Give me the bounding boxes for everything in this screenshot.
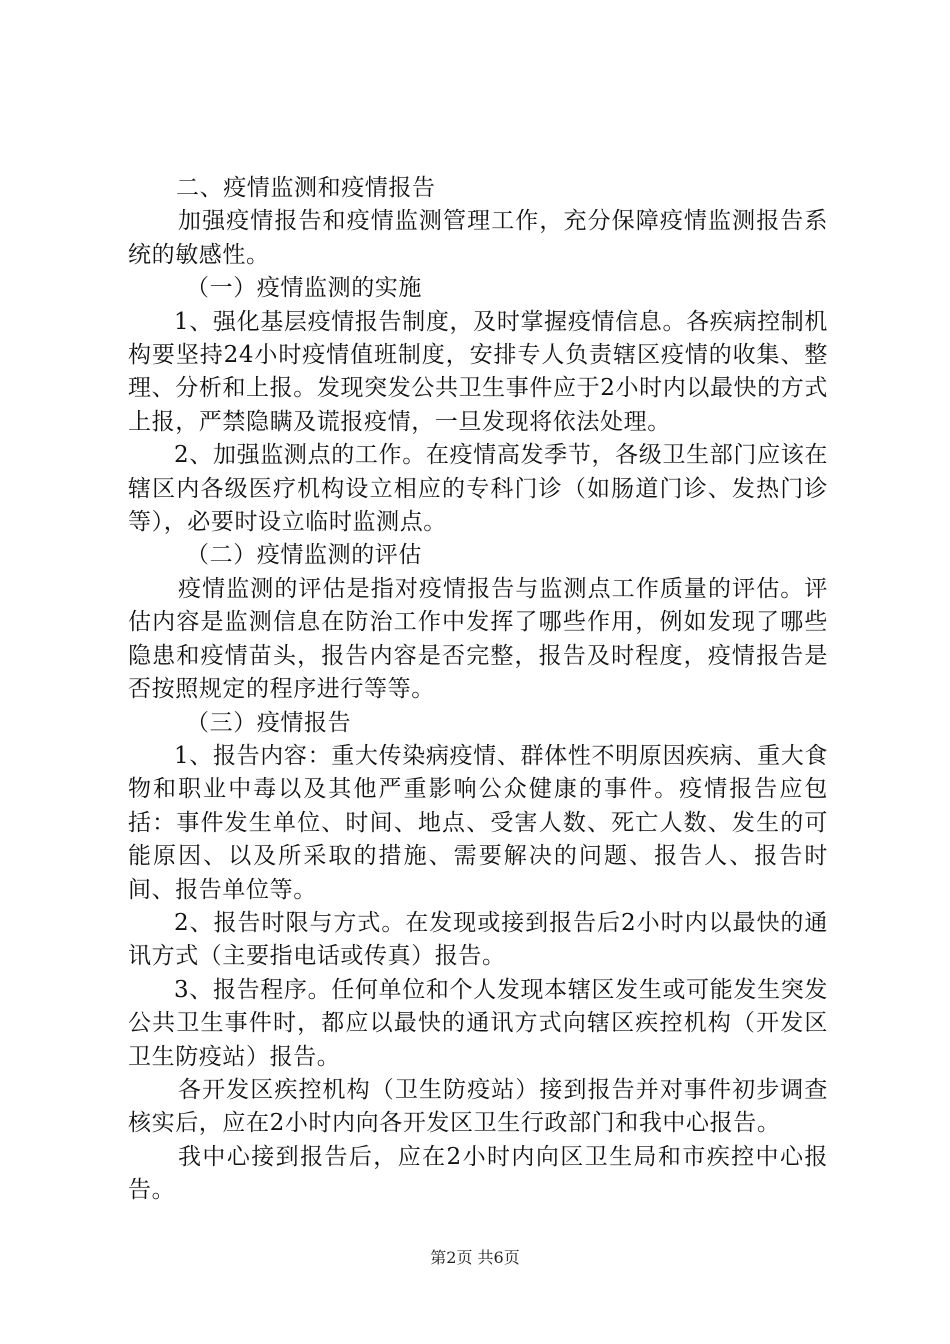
paragraph-item: 各开发区疾控机构（卫生防疫站）接到报告并对事件初步调查核实后，应在2小时内向各开发区卫生行政部门和我中心报告。: [128, 1076, 828, 1137]
paragraph-item: 3、报告程序。任何单位和个人发现本辖区发生或可能发生突发公共卫生事件时，都应以最快的通讯方式向辖区疾控机构（开发区卫生防疫站）报告。: [128, 976, 828, 1070]
subsection-title-monitoring-evaluation: （二）疫情监测的评估: [186, 542, 422, 569]
paragraph-item: 我中心接到报告后，应在2小时内向区卫生局和市疾控中心报告。: [128, 1143, 828, 1204]
paragraph-item: 2、加强监测点的工作。在疫情高发季节，各级卫生部门应该在辖区内各级医疗机构设立相应的专科门诊（如肠道门诊、发热门诊等），必要时设立临时监测点。: [128, 442, 828, 536]
subsection-title-epidemic-report: （三）疫情报告: [186, 709, 352, 736]
subsection-title-monitoring-implementation: （一）疫情监测的实施: [186, 275, 422, 302]
intro-paragraph: 加强疫情报告和疫情监测管理工作，充分保障疫情监测报告系统的敏感性。: [128, 208, 828, 268]
evaluation-paragraph: 疫情监测的评估是指对疫情报告与监测点工作质量的评估。评估内容是监测信息在防治工作中发挥了哪些作用，例如发现了哪些隐患和疫情苗头，报告内容是否完整，报告及时程度，疫情报告是否按照规定的程序进行等等。: [128, 575, 828, 703]
page-number-footer: 第2页 共6页: [430, 1248, 520, 1267]
paragraph-item: 1、强化基层疫情报告制度，及时掌握疫情信息。各疾病控制机构要坚持24小时疫情值班制度，安排专人负责辖区疫情的收集、整理、分析和上报。发现突发公共卫生事件应于2小时内以最快的方式上报，严禁隐瞒及谎报疫情，一旦发现将依法处理。: [128, 308, 828, 435]
paragraph-item: 1、报告内容：重大传染病疫情、群体性不明原因疾病、重大食物和职业中毒以及其他严重影响公众健康的事件。疫情报告应包括：事件发生单位、时间、地点、受害人数、死亡人数、发生的可能原因、以及所采取的措施、需要解决的问题、报告人、报告时间、报告单位等。: [128, 742, 828, 903]
section-heading: 二、疫情监测和疫情报告: [176, 175, 436, 201]
document-body: [128, 172, 828, 1208]
paragraph-item: 2、报告时限与方式。在发现或接到报告后2小时内以最快的通讯方式（主要指电话或传真）报告。: [128, 909, 828, 970]
